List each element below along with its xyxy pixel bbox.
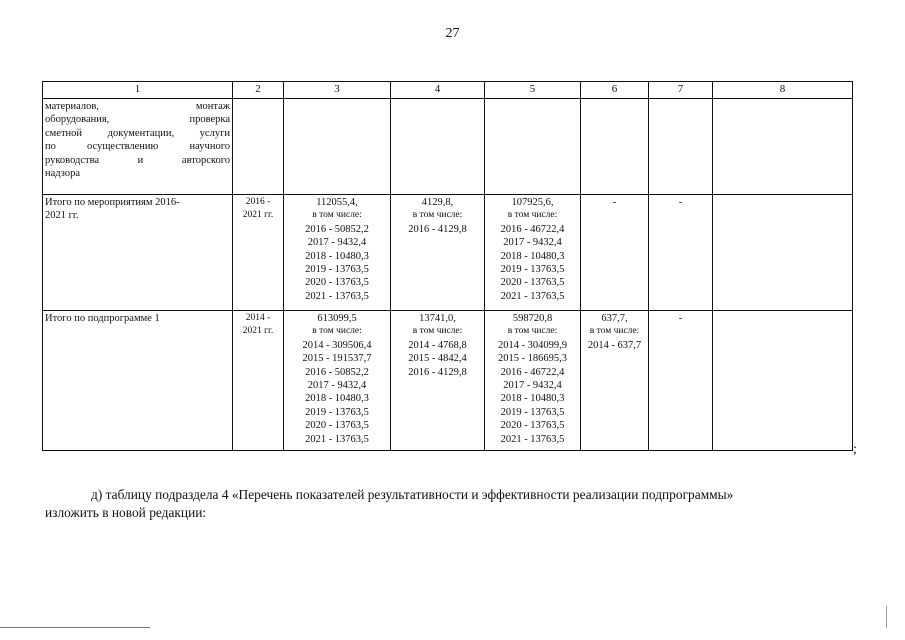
table-cell xyxy=(713,99,853,195)
cell-line: 2020 - 13763,5 xyxy=(500,420,565,432)
cell-line: 598720,8 xyxy=(512,313,553,324)
column-header: 5 xyxy=(485,82,581,99)
cell-line: 2020 - 13763,5 xyxy=(500,277,565,289)
cell-line: 2017 - 9432,4 xyxy=(307,237,367,249)
cell-line: 2016 - xyxy=(245,197,271,207)
table-cell xyxy=(485,99,581,195)
column-header: 1 xyxy=(43,82,233,99)
table-cell xyxy=(233,195,284,311)
cell-line: 2014 - xyxy=(245,313,271,323)
column-header: 7 xyxy=(649,82,713,99)
cell-line: 2021 гг. xyxy=(242,326,274,337)
cell-line: сметной документации, услуги xyxy=(45,127,230,139)
cell-line: 637,7, xyxy=(601,313,628,324)
footnote-rule xyxy=(0,627,150,628)
cell-line: материалов, монтаж xyxy=(45,101,230,112)
cell-line: в том числе: xyxy=(312,210,362,221)
table-cell xyxy=(581,311,649,451)
cell-line: - xyxy=(678,197,683,208)
cell-line: 2014 - 4768,8 xyxy=(408,339,467,351)
cell-line: оборудования, проверка xyxy=(45,114,230,126)
cell-line: 2019 - 13763,5 xyxy=(500,264,565,276)
cell-line: 4129,8, xyxy=(421,197,454,208)
cell-line: 112055,4, xyxy=(316,197,358,208)
header-row xyxy=(43,82,853,99)
cell-line: 2015 - 191537,7 xyxy=(302,353,372,365)
paragraph-line: д) таблицу подраздела 4 «Перечень показателей результативности и эффективности реализации подпрограммы» xyxy=(91,487,734,502)
cell-line: 2020 - 13763,5 xyxy=(305,420,369,432)
table-row xyxy=(43,195,853,311)
column-header: 2 xyxy=(233,82,284,99)
table-cell xyxy=(391,99,485,195)
cell-line: в том числе: xyxy=(507,326,558,337)
instruction-paragraph xyxy=(45,486,825,522)
cell-line: 2019 - 13763,5 xyxy=(305,406,369,418)
table-cell xyxy=(581,195,649,311)
page-number: 27 xyxy=(445,26,460,41)
cell-line: 2016 - 4129,8 xyxy=(408,366,467,378)
cell-line: 2021 - 13763,5 xyxy=(305,433,369,445)
cell-line: 2016 - 46722,4 xyxy=(500,223,565,235)
cell-line: 2016 - 4129,8 xyxy=(408,223,467,235)
table-cell xyxy=(649,195,713,311)
cell-line: 2017 - 9432,4 xyxy=(503,237,562,249)
cell-line: 613099,5 xyxy=(317,313,357,324)
cell-line: 2019 - 13763,5 xyxy=(305,264,369,276)
table-cell xyxy=(391,311,485,451)
cell-line: 2018 - 10480,3 xyxy=(500,250,565,262)
cell-line: 2016 - 50852,2 xyxy=(305,223,369,235)
table-cell xyxy=(43,99,233,195)
table-cell xyxy=(284,195,391,311)
cell-line: 2017 - 9432,4 xyxy=(503,380,562,392)
cell-line: - xyxy=(612,197,617,208)
cell-line: 2020 - 13763,5 xyxy=(305,277,369,289)
table-row xyxy=(43,311,853,451)
table-row xyxy=(43,99,853,195)
table-cell xyxy=(43,195,233,311)
table-cell xyxy=(485,195,581,311)
table-cell xyxy=(649,99,713,195)
cell-line: 2021 - 13763,5 xyxy=(500,290,565,302)
cell-line: 2021 гг. xyxy=(45,210,79,222)
margin-mark xyxy=(886,606,887,628)
cell-line: 2018 - 10480,3 xyxy=(500,393,565,405)
cell-line: в том числе: xyxy=(507,210,558,221)
cell-line: в том числе: xyxy=(412,326,463,337)
paragraph-line: изложить в новой редакции: xyxy=(45,505,207,520)
table-cell xyxy=(649,311,713,451)
cell-line: по осуществлению научного xyxy=(45,141,230,153)
cell-line: Итого по мероприятиям 2016- xyxy=(45,197,180,208)
cell-line: 2014 - 637,7 xyxy=(587,339,642,351)
trailing-semicolon: ; xyxy=(853,442,857,457)
cell-line: 2021 гг. xyxy=(242,210,274,221)
cell-line: в том числе: xyxy=(312,326,362,337)
cell-line: в том числе: xyxy=(589,326,640,337)
cell-line: 2016 - 50852,2 xyxy=(305,366,369,378)
cell-line: в том числе: xyxy=(412,210,463,221)
column-header: 4 xyxy=(391,82,485,99)
cell-line: руководства и авторского xyxy=(45,154,230,166)
cell-line: 2015 - 4842,4 xyxy=(408,353,467,365)
cell-line: 2018 - 10480,3 xyxy=(305,250,369,262)
cell-line: Итого по подпрограмме 1 xyxy=(45,313,160,324)
table-cell xyxy=(284,99,391,195)
table-cell xyxy=(233,99,284,195)
cell-line: 2014 - 309506,4 xyxy=(302,339,372,351)
table-cell xyxy=(581,99,649,195)
column-header: 8 xyxy=(713,82,853,99)
table-cell xyxy=(713,311,853,451)
table-cell xyxy=(391,195,485,311)
cell-line: 107925,6, xyxy=(511,197,554,208)
table-cell xyxy=(485,311,581,451)
cell-line: 2014 - 304099,9 xyxy=(497,339,568,351)
table-cell xyxy=(233,311,284,451)
table-cell xyxy=(713,195,853,311)
table-cell xyxy=(43,311,233,451)
cell-line: 2015 - 186695,3 xyxy=(497,353,568,365)
column-header: 6 xyxy=(581,82,649,99)
cell-line: 2018 - 10480,3 xyxy=(305,393,369,405)
budget-table xyxy=(42,81,853,451)
column-header: 3 xyxy=(284,82,391,99)
cell-line: 2017 - 9432,4 xyxy=(307,380,367,392)
cell-line: - xyxy=(678,313,683,324)
cell-line: надзора xyxy=(45,168,80,180)
cell-line: 13741,0, xyxy=(419,313,456,324)
cell-line: 2021 - 13763,5 xyxy=(305,290,369,302)
cell-line: 2019 - 13763,5 xyxy=(500,406,565,418)
cell-line: 2021 - 13763,5 xyxy=(500,433,565,445)
table-cell xyxy=(284,311,391,451)
cell-line: 2016 - 46722,4 xyxy=(500,366,565,378)
